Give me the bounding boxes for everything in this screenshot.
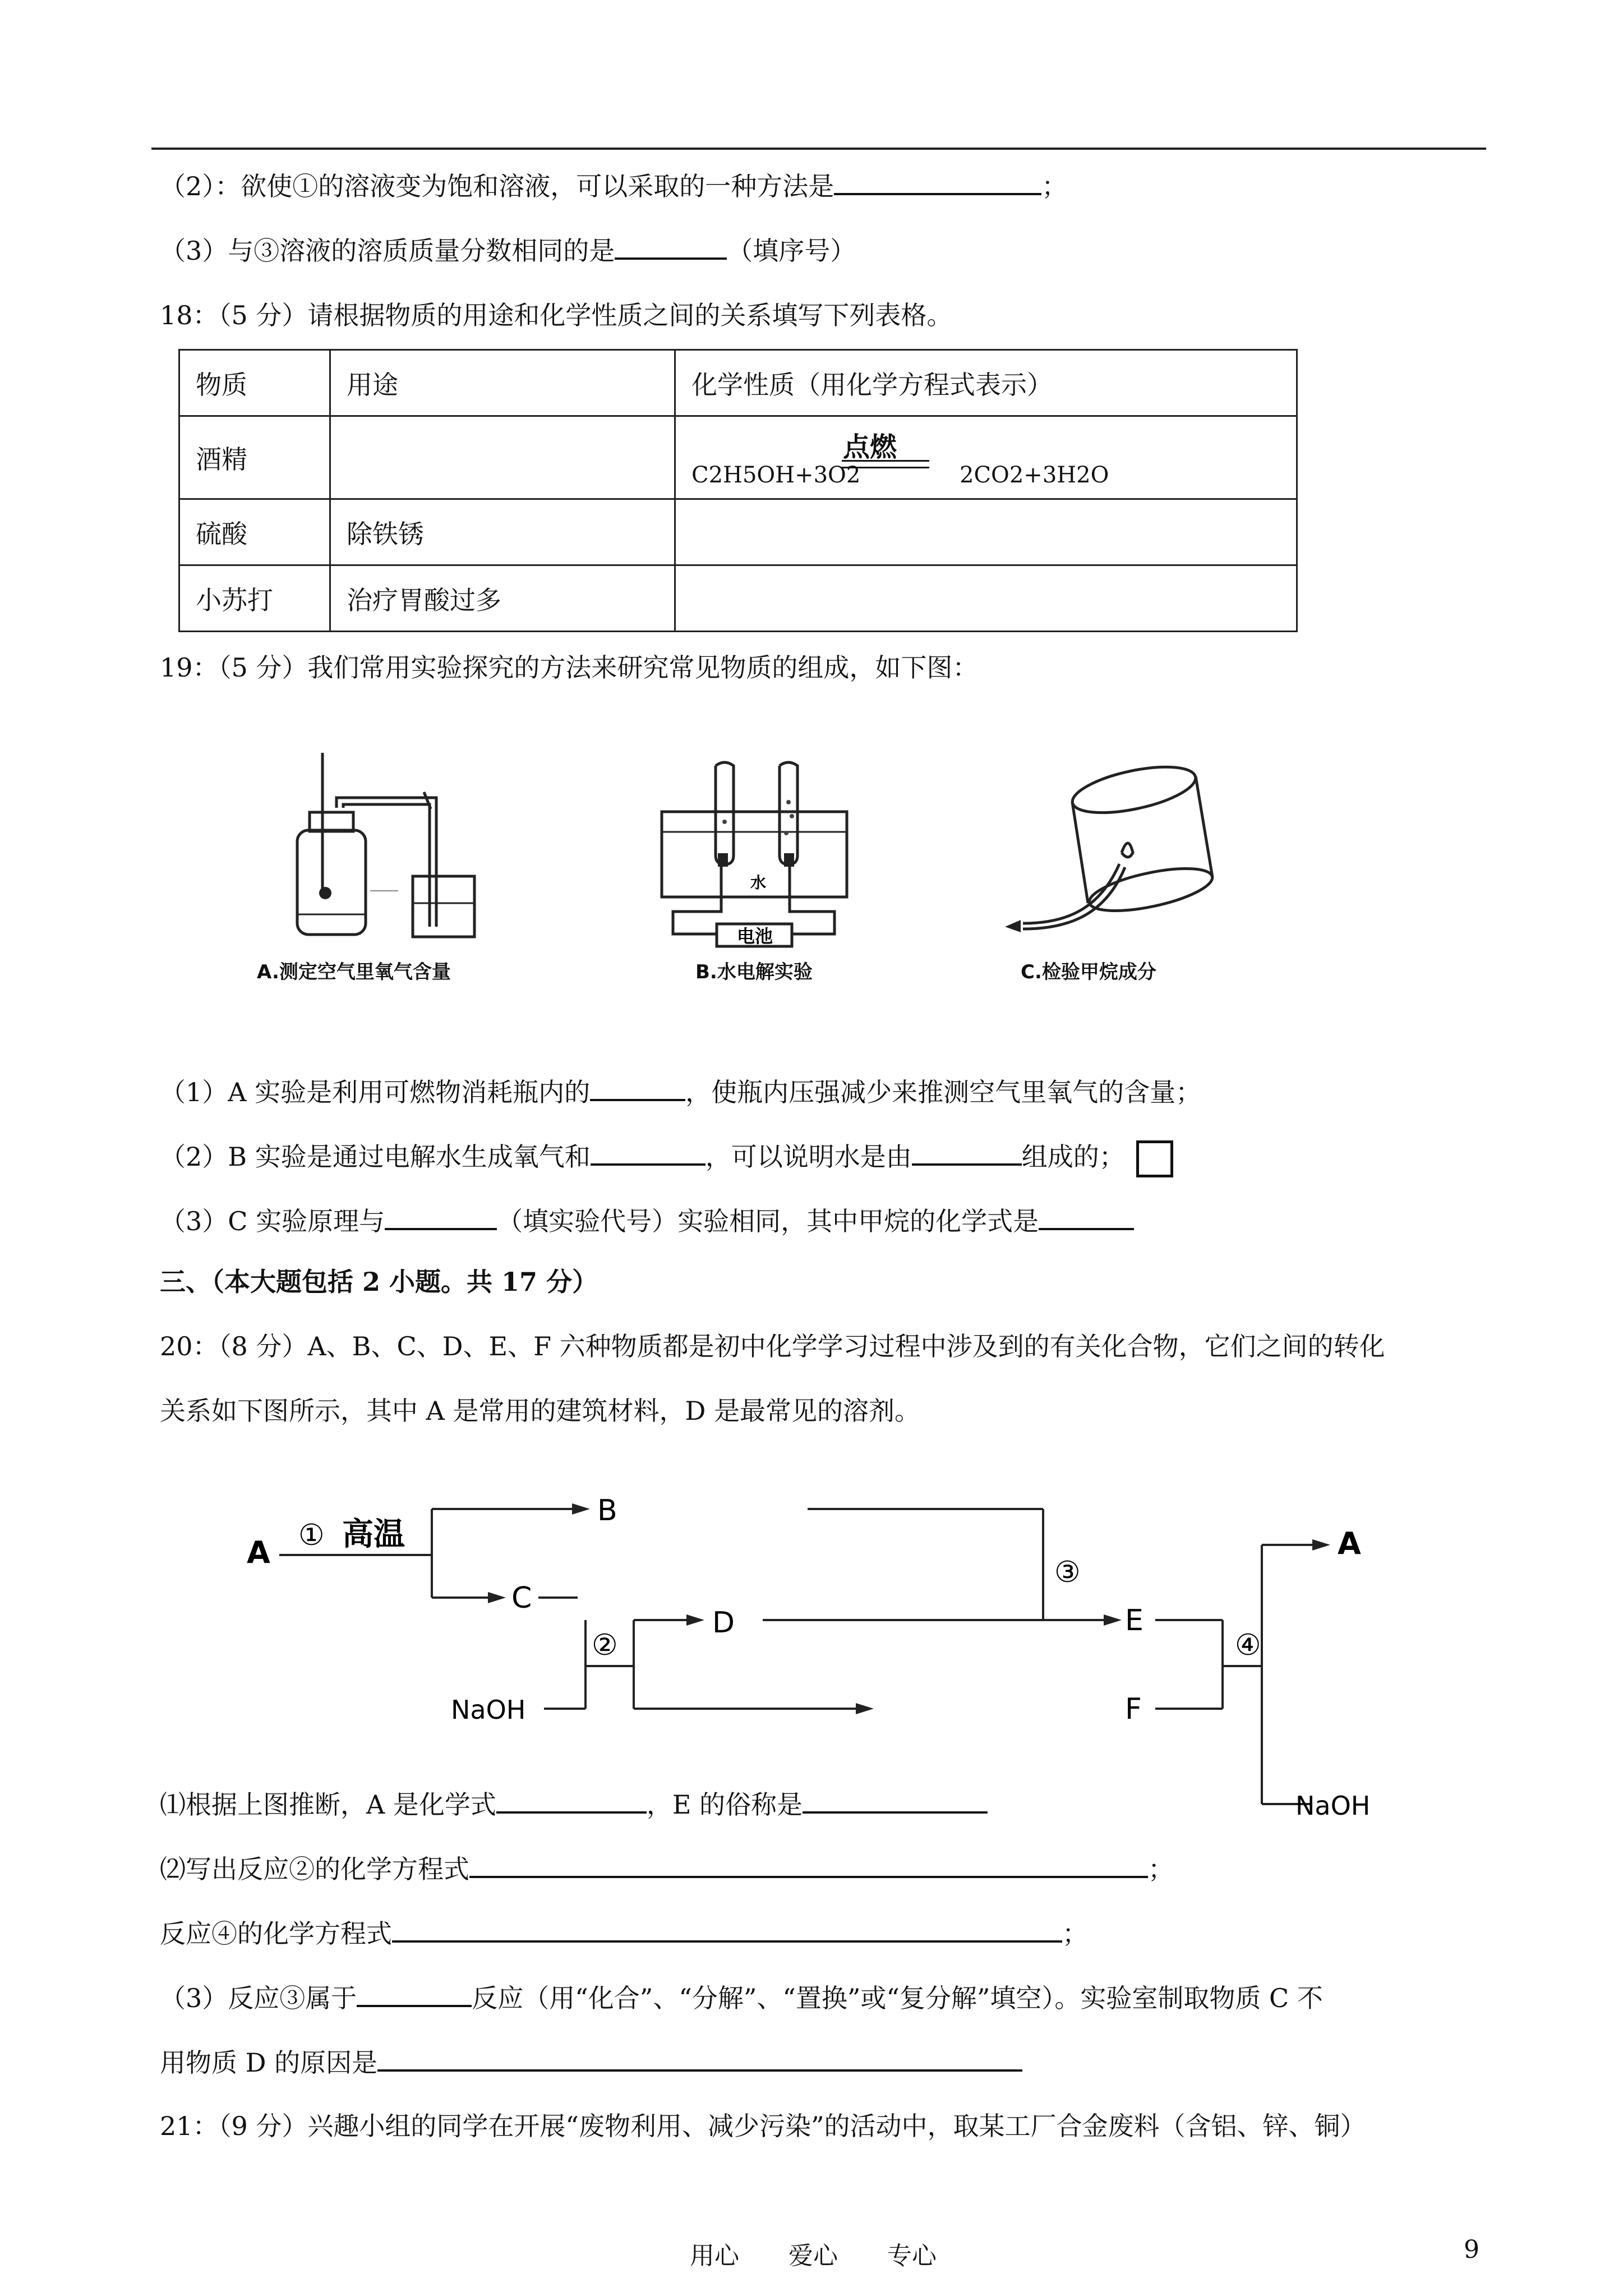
- q18-heading: 18：（5 分）请根据物质的用途和化学性质之间的关系填写下列表格。: [160, 300, 953, 330]
- q20-part2b-blank[interactable]: [392, 1916, 1062, 1943]
- equation-condition: 点燃: [843, 431, 897, 463]
- q21-intro: 21：（9 分）兴趣小组的同学在开展“废物利用、减少污染”的活动中，取某工厂合金废料（含铝、锌、铜）: [160, 2111, 1366, 2141]
- cell-property[interactable]: [675, 565, 1297, 632]
- q19-part2: （2）B 实验是通过电解水生成氧气和 ，可以说明水是由 组成的；: [160, 1139, 1173, 1177]
- q17-part2-blank[interactable]: [834, 168, 1041, 195]
- figure-a-caption: A.测定空气里氧气含量: [257, 961, 451, 983]
- footer-motto: 用心 爱心 专心: [690, 2242, 937, 2270]
- q20-part3: （3）反应③属于 反应（用“化合”、“分解”、“置换”或“复分解”填空）。实验室制取物质 C 不: [160, 1980, 1323, 2015]
- figure-b-caption: B.水电解实验: [695, 961, 813, 983]
- q20-part3-cont: 用物质 D 的原因是: [160, 2045, 1022, 2079]
- table-row: [179, 499, 1297, 565]
- naoh-output: NaOH: [1295, 1791, 1371, 1821]
- step-4-label: ④: [1235, 1628, 1261, 1662]
- equation-equals-bottom: [842, 467, 929, 468]
- q19-part1: （1）A 实验是利用可燃物消耗瓶内的 ，使瓶内压强减少来推测空气里氧气的含量；: [160, 1074, 1201, 1109]
- cell-use[interactable]: [330, 416, 675, 499]
- header-use: 用途: [330, 350, 675, 416]
- node-C: C: [511, 1581, 532, 1615]
- header-rule: [151, 148, 1486, 150]
- q19-part1-blank[interactable]: [590, 1074, 685, 1101]
- node-A-output: A: [1338, 1526, 1361, 1561]
- q17-part3: （3）与③溶液的溶质质量分数相同的是 （填序号）: [160, 233, 856, 268]
- figure-b-battery-label: 电池: [737, 926, 773, 947]
- q20-part1: ⑴根据上图推断，A 是化学式 ，E 的俗称是: [160, 1787, 988, 1821]
- node-F: F: [1125, 1692, 1142, 1726]
- header-property: 化学性质（用化学方程式表示）: [675, 350, 1297, 416]
- node-E: E: [1125, 1604, 1144, 1637]
- q20-part2: ⑵写出反应②的化学方程式 ；: [160, 1851, 1174, 1886]
- q20-part1-blank-2[interactable]: [803, 1787, 988, 1814]
- figure-c-caption: C.检验甲烷成分: [1021, 961, 1156, 983]
- equation-reactants: C2H5OH+3O2: [691, 462, 861, 488]
- q20-part1-blank-1[interactable]: [496, 1787, 647, 1814]
- figure-b-water-label: 水: [750, 873, 767, 892]
- q20-part3-blank-2[interactable]: [377, 2045, 1022, 2072]
- q20-part2b: 反应④的化学方程式 ；: [160, 1916, 1088, 1950]
- node-D: D: [712, 1606, 735, 1640]
- cell-substance: 酒精: [179, 416, 330, 499]
- q20-intro-line2: 关系如下图所示，其中 A 是常用的建筑材料，D 是最常见的溶剂。: [160, 1396, 920, 1426]
- property-table: [178, 349, 1298, 632]
- naoh-input: NaOH: [451, 1695, 526, 1725]
- figure-a-apparatus: [280, 746, 561, 954]
- step-1-condition: 高温: [342, 1516, 405, 1553]
- q19-part3-blank-1[interactable]: [385, 1203, 497, 1230]
- header-substance: 物质: [179, 350, 330, 416]
- step-1-label: ①: [298, 1519, 325, 1552]
- q17-part2: （2）：欲使①的溶液变为饱和溶液，可以采取的一种方法是 ；: [160, 168, 1067, 203]
- figure-c-apparatus: [1004, 763, 1239, 942]
- q20-part2-blank[interactable]: [469, 1851, 1148, 1878]
- q20-intro-line1: 20：（8 分）A、B、C、D、E、F 六种物质都是初中化学学习过程中涉及到的有关化合物，它们之间的转化: [160, 1331, 1385, 1361]
- q20-part3-blank-1[interactable]: [357, 1980, 472, 2007]
- q19-part3-blank-2[interactable]: [1039, 1203, 1134, 1230]
- q19-part2-blank-2[interactable]: [912, 1139, 1022, 1166]
- section3-heading: 三、（本大题包括 2 小题。共 17 分）: [160, 1267, 598, 1297]
- cell-equation: [675, 416, 1297, 499]
- step-3-label: ③: [1054, 1556, 1081, 1589]
- cell-substance: 硫酸: [179, 499, 330, 565]
- page-number: 9: [1464, 2235, 1479, 2264]
- node-A: A: [247, 1535, 270, 1570]
- q19-heading: 19：（5 分）我们常用实验探究的方法来研究常见物质的组成，如下图：: [160, 652, 979, 683]
- equation-products: 2CO2+3H2O: [960, 462, 1109, 488]
- cell-use: 治疗胃酸过多: [330, 565, 675, 632]
- step-2-label: ②: [592, 1628, 618, 1662]
- equation-equals-top: [842, 460, 929, 462]
- table-header-row: [179, 350, 1297, 416]
- table-row: [179, 565, 1297, 632]
- cell-use: 除铁锈: [330, 499, 675, 565]
- cell-property[interactable]: [675, 499, 1297, 565]
- cell-substance: 小苏打: [179, 565, 330, 632]
- q19-part3: （3）C 实验原理与 （填实验代号）实验相同，其中甲烷的化学式是: [160, 1203, 1134, 1238]
- q17-part3-blank[interactable]: [615, 233, 727, 260]
- table-row: [179, 416, 1297, 499]
- node-B: B: [597, 1494, 617, 1527]
- figure-b-apparatus: [649, 749, 863, 951]
- checkbox[interactable]: [1136, 1140, 1173, 1177]
- q19-part2-blank-1[interactable]: [591, 1139, 706, 1166]
